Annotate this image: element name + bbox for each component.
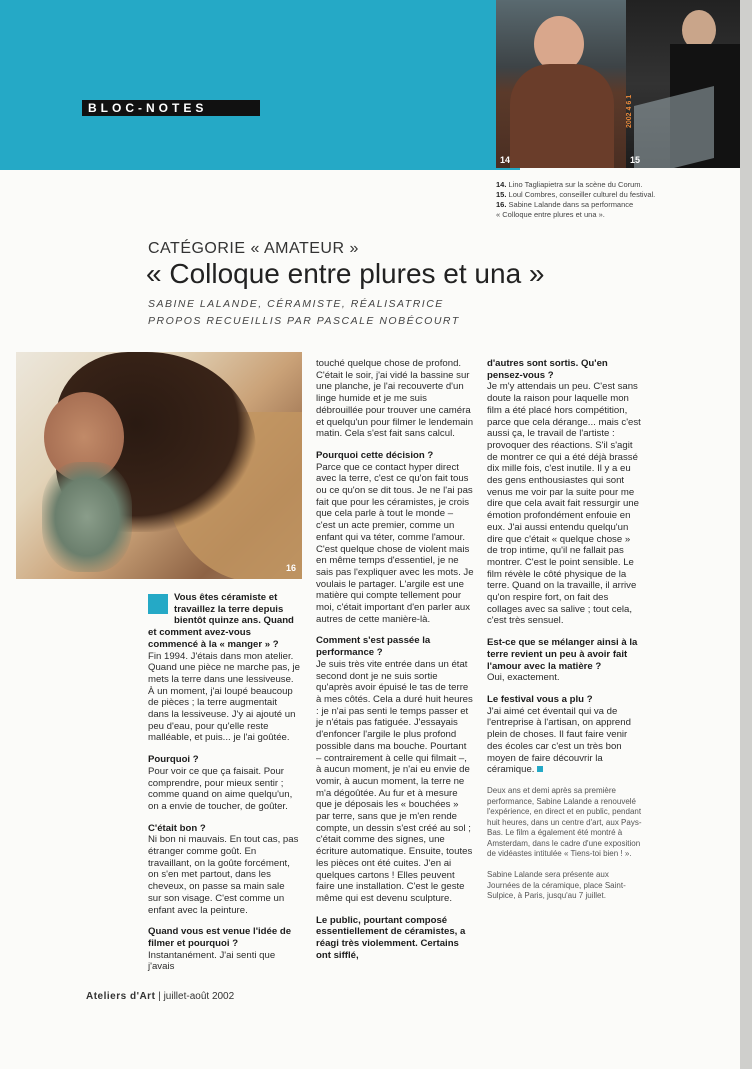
photo-figure-body — [510, 64, 614, 168]
answer: Parce que ce contact hyper direct avec la terre, c'est ce qu'on fait tous ou ce qu'on se dit tous. Je ne l'ai pas fait que pour les céramistes, je crois que cela parle à tout le monde – c'est un acte premier, comme un enfant qui va téter, comme l'amour. C'est quelque chose de violent mais en même temps d'essentiel, je ne sais pas l'expliquer avec les mots. Je voulais le partager. L'argile est une matière qui compte tellement pour moi, c'était important d'en parler aux autres de cette manière-là. — [316, 461, 474, 625]
article-kicker: CATÉGORIE « AMATEUR » — [148, 240, 359, 257]
photo-number-15: 15 — [630, 155, 641, 165]
section-tag: BLOC-NOTES — [82, 100, 260, 116]
question: Pourquoi ? — [148, 754, 199, 766]
question: C'était bon ? — [148, 822, 206, 834]
answer: Je suis très vite entrée dans un état second dont je ne suis sortie qu'après avoir épuisé le tas de terre à mes côtés. Cela a duré huit heures : je n'ai pas senti le temps passer et je n'étais pas fatiguée. J'essayais d'enfoncer l'argile le plus profond possible dans ma bouche. Pourtant – contrairement à celle qui filmait –, à aucun moment, je n'ai eu envie de vomir, à aucun moment, la terre ne m'a dégoûtée. Au fur et à mesure que je déposais les « bouchées » par terre, sans que je m'en rende compte, un dessin s'est créé au sol ; c'était comme des signes, une écriture automatique. Ensuite, toutes les pièces ont été cuites. J'en ai quelques cartons ! Elles peuvent faire une installation. C'est le geste même qui est devenu sculpture. — [316, 658, 473, 904]
article-column-1 — [148, 592, 300, 983]
photo-number-14: 14 — [500, 155, 511, 165]
answer: Oui, exactement. — [487, 672, 560, 684]
question: Est-ce que se mélanger ainsi à la terre revient un peu à avoir fait l'amour avec la matière ? — [487, 637, 638, 672]
article-column-3 — [487, 358, 643, 912]
accent-square — [148, 594, 168, 614]
issue-date: juillet-août 2002 — [163, 991, 235, 1002]
end-mark-square — [537, 766, 543, 772]
question: Quand vous est venue l'idée de filmer et pourquoi ? — [148, 926, 292, 949]
photo-date-stamp: 2002 4 6 1 — [626, 94, 633, 128]
caption-line: « Colloque entre plures et una ». — [496, 210, 605, 219]
event-note: Sabine Lalande sera présente aux Journées de la céramique, place Saint-Sulpice, à Paris, jusqu'au 7 juillet. — [487, 870, 626, 901]
question: Le public, pourtant composé essentiellement de céramistes, a réagi très violemment. Certains ont sifflé, — [316, 914, 466, 961]
question: Comment s'est passée la performance ? — [316, 635, 431, 659]
caption-line: 14. Lino Tagliapietra sur la scène du Corum. — [496, 180, 643, 189]
answer: Instantanément. J'ai senti que j'avais — [148, 949, 276, 973]
question: Le festival vous a plu ? — [487, 693, 593, 705]
header-color-band — [0, 0, 520, 170]
byline-author: SABINE LALANDE, CÉRAMISTE, RÉALISATRICE — [148, 298, 444, 310]
byline-interviewer: PROPOS RECUEILLIS PAR PASCALE NOBÉCOURT — [148, 315, 460, 327]
footer-separator: | — [158, 991, 161, 1002]
photo-figure-hands — [42, 462, 132, 572]
editor-note: Deux ans et demi après sa première performance, Sabine Lalande a renouvelé l'expérience, en direct et en public, pendant huit heures, dans un centre d'art, aux Pays-Bas. Le film a également été montré à Amsterdam, dans le cadre d'une exposition de vidéastes intitulée « Tiens-toi bien ! ». — [487, 785, 642, 859]
photo-number-16: 16 — [286, 563, 297, 573]
question: Vous êtes céramiste et travaillez la terre depuis bientôt quinze ans. Quand et comment avez-vous commencé à la « manger » ? — [148, 592, 294, 650]
caption-line: 16. Sabine Lalande dans sa performance — [496, 200, 634, 209]
photo-captions — [496, 180, 736, 220]
answer: Pour voir ce que ça faisait. Pour comprendre, pour mieux sentir ; comme quand on aime quelqu'un, on a envie de toucher, de goûter. — [148, 765, 293, 812]
magazine-name: Ateliers d'Art — [86, 991, 156, 1002]
page-edge-shadow — [740, 0, 752, 1069]
article-byline — [148, 296, 460, 330]
caption-line: 15. Loul Combres, conseiller culturel du festival. — [496, 190, 656, 199]
answer: touché quelque chose de profond. C'était le soir, j'ai vidé la bassine sur une planche, je l'ai recouverte d'un linge humide et je me suis débrouillée pour trouver une caméra et quelqu'un pour filmer le lendemain matin. Cela s'est fait sans calcul. — [316, 358, 474, 440]
question: d'autres sont sortis. Qu'en pensez-vous ? — [487, 358, 608, 381]
answer: J'ai aimé cet éventail qui va de l'entreprise à l'artisan, on apprend plein de choses. Il faut faire venir des écoles car c'est un très bon moyen de faire découvrir la céramique. — [487, 705, 631, 776]
article-title: « Colloque entre plures et una » — [146, 258, 545, 289]
photo-lino-tagliapietra — [496, 0, 626, 168]
photo-sabine-lalande-performance — [16, 352, 302, 579]
page-footer — [86, 991, 234, 1002]
photo-loul-combres — [626, 0, 740, 168]
answer: Ni bon ni mauvais. En tout cas, pas étranger comme goût. En travaillant, on la goûte forcément, on s'en met partout, dans les cheveux, on passe sa main sale sur son visage. C'est comme un enfant avec la peinture. — [148, 834, 299, 916]
answer: Fin 1994. J'étais dans mon atelier. Quand une pièce ne marche pas, je mets la terre dans une lessiveuse. À un moment, j'ai loupé beaucoup de pièces ; la terre augmentait dans la lessiveuse. J'y ai ajouté un peu d'eau, pour qu'elle reste malléable, et puis... je l'ai goûtée. — [148, 650, 301, 744]
question: Pourquoi cette décision ? — [316, 449, 434, 461]
photo-lectern — [634, 86, 714, 168]
article-column-2 — [316, 358, 474, 961]
answer: Je m'y attendais un peu. C'est sans doute la raison pour laquelle mon film a été placé hors compétition, parce que cela dérange... mais c'est aussi ça, le travail de l'artiste : provoquer des réactions. S'il s'agit de montrer ce qui a été déjà brassé dix mille fois, c'est inutile. Il y a eu des gens enthousiastes qui sont venus me voir par la suite pour me dire que cela avait fait ressurgir une émotion profondément enfouie en eux. J'ai aussi entendu quelqu'un dire que c'était « quelque chose » de trop intime, qu'il ne fallait pas montrer. C'est le point sensible. Le film révèle le côté physique de la terre. Quand on la travaille, il arrive qu'on respire fort, on fait des collages avec sa salive ; tout cela, c'est très sensuel. — [487, 381, 641, 627]
